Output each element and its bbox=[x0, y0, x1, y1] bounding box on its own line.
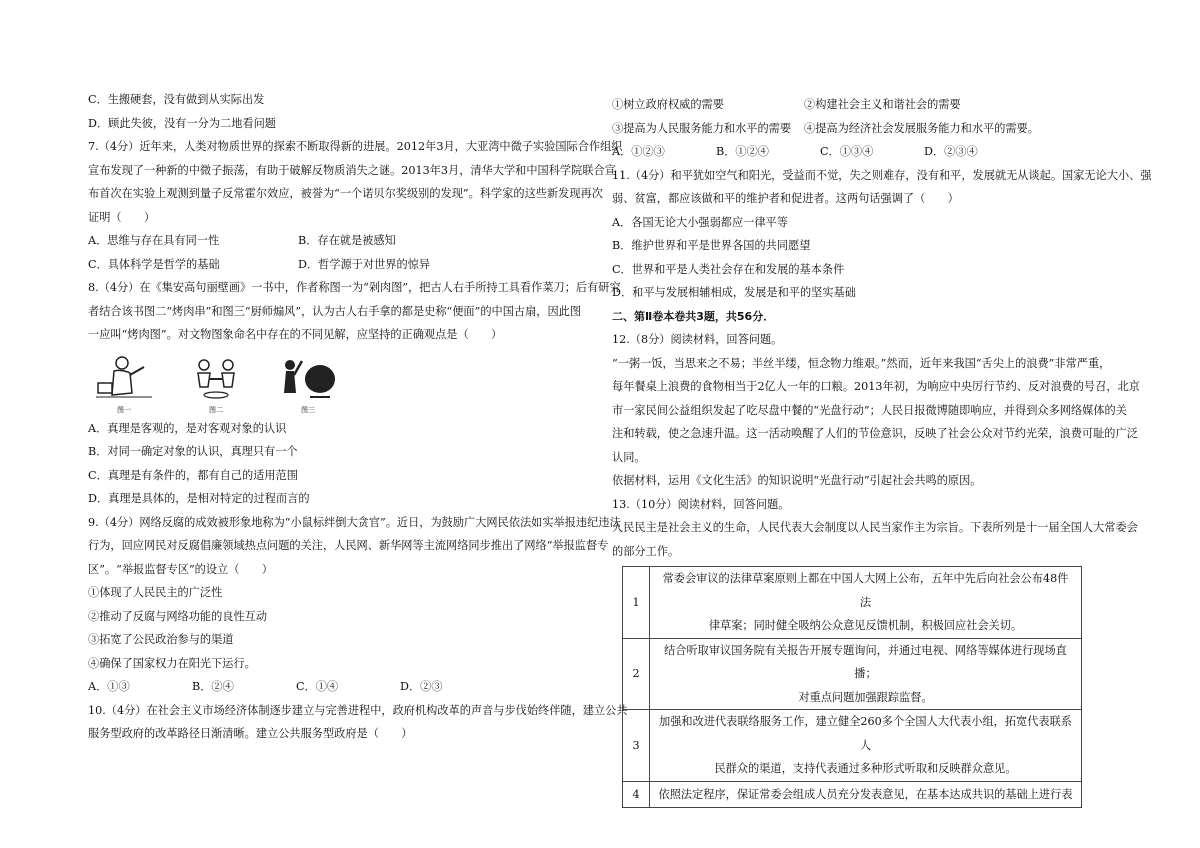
row-text-line: 民群众的渠道，支持代表通过多种形式听取和反映群众意见。 bbox=[714, 762, 1017, 775]
q10-options-row bbox=[612, 140, 1132, 164]
q11-option-b: B．维护世界和平是世界各国的共同愿望 bbox=[612, 239, 811, 252]
q11-line: 11.（4分）和平犹如空气和阳光，受益而不觉，失之则难存，没有和平，发展就无从谈起。国家无论大小、强 bbox=[612, 168, 1152, 182]
q9-line: 行为，回应网民对反腐倡廉领域热点问题的关注，人民网、新华网等主流网络同步推出了网络“举报监督专 bbox=[88, 539, 609, 552]
q9-item: ④确保了国家权力在阳光下运行。 bbox=[88, 656, 256, 670]
q7-option-b: B．存在就是被感知 bbox=[298, 234, 396, 247]
q12-line: 注和转载，使之急速升温。这一活动唤醒了人们的节俭意识，反映了社会公众对节约光荣，浪费可耻的广泛 bbox=[612, 427, 1138, 440]
q12-line: 认同。 bbox=[612, 450, 646, 464]
q7-line: 宣布发现了一种新的中微子振荡，有助于破解反物质消失之谜。2013年3月，清华大学和中国科学院联合宣 bbox=[88, 163, 616, 177]
figure-2 bbox=[180, 353, 252, 415]
row-number: 2 bbox=[623, 638, 650, 710]
question-11 bbox=[612, 164, 1152, 305]
row-number: 3 bbox=[623, 710, 650, 782]
q11-option-d: D．和平与发展相辅相成，发展是和平的坚实基础 bbox=[612, 286, 856, 299]
q12-line: 每年餐桌上浪费的食物相当于2亿人一年的口粮。2013年初，为响应中央厉行节约、反对浪费的号召，北京 bbox=[612, 380, 1140, 393]
row-text bbox=[650, 638, 1082, 710]
figure-2-caption: 图二 bbox=[209, 405, 223, 414]
q13-line: 人民民主是社会主义的生命，人民代表大会制度以人民当家作主为宗旨。下表所列是十一届全国人大常委会 bbox=[612, 521, 1138, 534]
figure-3 bbox=[272, 353, 344, 415]
q10-item-2: ②构建社会主义和谐社会的需要 bbox=[804, 98, 961, 111]
q10-option-b: B．①②④ bbox=[716, 145, 769, 158]
q10-item-3: ③提高为人民服务能力和水平的需要 bbox=[612, 121, 792, 135]
q7-line: 7.（4分）近年来，人类对物质世界的探索不断取得新的进展。2012年3月，大亚湾中微子实验国际合作组织 bbox=[88, 140, 623, 153]
right-column bbox=[612, 93, 1152, 808]
table-row bbox=[623, 567, 1082, 639]
q9-line: 区”。“举报监督专区”的设立（ ） bbox=[88, 562, 273, 576]
section-heading: 二、第Ⅱ卷本卷共3题，共56分． bbox=[612, 309, 775, 323]
q10-items-row bbox=[612, 93, 1132, 117]
q8-line: 一应叫“烤肉图”。对文物图象命名中存在的不同见解，应坚持的正确观点是（ ） bbox=[88, 328, 503, 341]
row-text bbox=[650, 781, 1082, 808]
q12-line: “一粥一饭，当思来之不易；半丝半缕，恒念物力维艰。”然而，近年来我国“舌尖上的浪费”非常严重， bbox=[612, 356, 1111, 370]
q7-options-row bbox=[88, 229, 588, 253]
row-text-line: 律草案；同时健全吸纳公众意见反馈机制，积极回应社会关切。 bbox=[708, 619, 1023, 632]
q7-option-c: C．具体科学是哲学的基础 bbox=[88, 257, 220, 271]
q8-option-b: B．对同一确定对象的认识，真理只有一个 bbox=[88, 445, 298, 458]
q7-line: 布首次在实验上观测到量子反常霍尔效应，被誉为“一个诺贝尔奖级别的发现”。科学家的这些新发现再次 bbox=[88, 187, 603, 200]
q7-options-row bbox=[88, 253, 588, 277]
q9-option-d: D．②③ bbox=[400, 680, 443, 693]
q13-table bbox=[622, 566, 1082, 808]
q11-line: 弱、贫富，都应该做和平的维护者和促进者。这两句话强调了（ ） bbox=[612, 192, 959, 205]
row-text-line: 加强和改进代表联络服务工作，建立健全260多个全国人大代表小组，拓宽代表联系人 bbox=[659, 715, 1072, 752]
question-13 bbox=[612, 493, 1138, 809]
row-text bbox=[650, 710, 1082, 782]
q9-option-c: C．①④ bbox=[296, 680, 339, 693]
q12-head: 12.（8分）阅读材料，回答问题。 bbox=[612, 333, 783, 346]
row-number: 4 bbox=[623, 781, 650, 808]
q9-item: ①体现了人民民主的广泛性 bbox=[88, 586, 223, 599]
q8-figures bbox=[88, 353, 588, 415]
q9-option-a: A．①③ bbox=[88, 680, 130, 693]
question-7 bbox=[88, 135, 623, 276]
q10-item-1: ①树立政府权威的需要 bbox=[612, 98, 724, 111]
figure-3-caption: 图三 bbox=[301, 405, 315, 414]
q8-option-a: A．真理是客观的，是对客观对象的认识 bbox=[88, 421, 287, 435]
row-text bbox=[650, 567, 1082, 639]
q10-items-row bbox=[612, 117, 1132, 141]
q7-option-a: A．思维与存在具有同一性 bbox=[88, 234, 220, 247]
figure-1 bbox=[88, 353, 160, 415]
question-8 bbox=[88, 276, 621, 511]
q9-item: ③拓宽了公民政治参与的渠道 bbox=[88, 633, 234, 646]
q11-option-a: A．各国无论大小强弱都应一律平等 bbox=[612, 215, 788, 229]
q12-ask: 依据材料，运用《文化生活》的知识说明“光盘行动”引起社会共鸣的原因。 bbox=[612, 474, 982, 487]
q10-line: 服务型政府的改革路径日渐清晰。建立公共服务型政府是（ ） bbox=[88, 727, 413, 740]
q9-line: 9.（4分）网络反腐的成效被形象地称为“小鼠标绊倒大贪官”。近日，为鼓励广大网民依法如实举报违纪违法 bbox=[88, 515, 621, 529]
table-row bbox=[623, 638, 1082, 710]
left-column bbox=[88, 88, 628, 746]
q6-option-c: C．生搬硬套，没有做到从实际出发 bbox=[88, 93, 265, 106]
q9-options-row bbox=[88, 675, 588, 699]
q8-option-c: C．真理是有条件的，都有自己的适用范围 bbox=[88, 468, 298, 482]
q9-item: ②推动了反腐与网络功能的良性互动 bbox=[88, 609, 268, 623]
row-text-line: 依照法定程序，保证常委会组成人员充分发表意见，在基本达成共识的基础上进行表 bbox=[658, 787, 1073, 801]
row-text-line: 结合听取审议国务院有关报告开展专题询问，并通过电视、网络等媒体进行现场直播； bbox=[664, 643, 1067, 680]
figure-1-caption: 图一 bbox=[117, 405, 131, 414]
q10-option-c: C．①③④ bbox=[820, 145, 874, 158]
question-10 bbox=[88, 699, 628, 746]
q13-line: 的部分工作。 bbox=[612, 544, 680, 558]
q10-line: 10.（4分）在社会主义市场经济体制逐步建立与完善进程中，政府机构改革的声音与步伐始终伴随，建立公共 bbox=[88, 703, 628, 717]
row-text-line: 对重点问题加强跟踪监督。 bbox=[798, 690, 933, 704]
q9-option-b: B．②④ bbox=[192, 680, 234, 693]
table-row bbox=[623, 710, 1082, 782]
q13-head: 13.（10分）阅读材料，回答问题。 bbox=[612, 497, 790, 511]
question-9 bbox=[88, 511, 621, 699]
row-text-line: 常委会审议的法律草案原则上都在中国人大网上公布，五年中先后向社会公布48件法 bbox=[662, 572, 1069, 609]
question-12 bbox=[612, 328, 1140, 493]
q7-line: 证明（ ） bbox=[88, 210, 156, 224]
figure-3-image bbox=[276, 353, 340, 403]
q7-option-d: D．哲学源于对世界的惊异 bbox=[298, 257, 431, 271]
figure-2-image bbox=[184, 353, 248, 403]
q10-item-4: ④提高为经济社会发展服务能力和水平的需要。 bbox=[804, 121, 1039, 135]
row-number: 1 bbox=[623, 567, 650, 639]
q12-line: 市一家民间公益组织发起了吃尽盘中餐的“光盘行动”；人民日报微博随即响应，并得到众多网络媒体的关 bbox=[612, 403, 1127, 417]
q8-option-d: D．真理是具体的，是相对特定的过程而言的 bbox=[88, 492, 310, 505]
q10-option-a: A．①②③ bbox=[612, 145, 665, 158]
figure-1-image bbox=[92, 353, 156, 403]
table-row bbox=[623, 781, 1082, 808]
q11-option-c: C．世界和平是人类社会存在和发展的基本条件 bbox=[612, 262, 845, 276]
q8-line: 者结合该书图二“烤肉串”和图三“厨师煽风”，认为古人右手拿的都是史称“便面”的中国古扇，因此图 bbox=[88, 304, 582, 318]
q10-option-d: D．②③④ bbox=[924, 145, 978, 158]
q6-option-d: D．顾此失彼，没有一分为二地看问题 bbox=[88, 116, 276, 130]
q8-line: 8.（4分）在《集安高句丽壁画》一书中，作者称图一为“剁肉图”，把古人右手所持工具看作菜刀；后有研究 bbox=[88, 281, 621, 294]
